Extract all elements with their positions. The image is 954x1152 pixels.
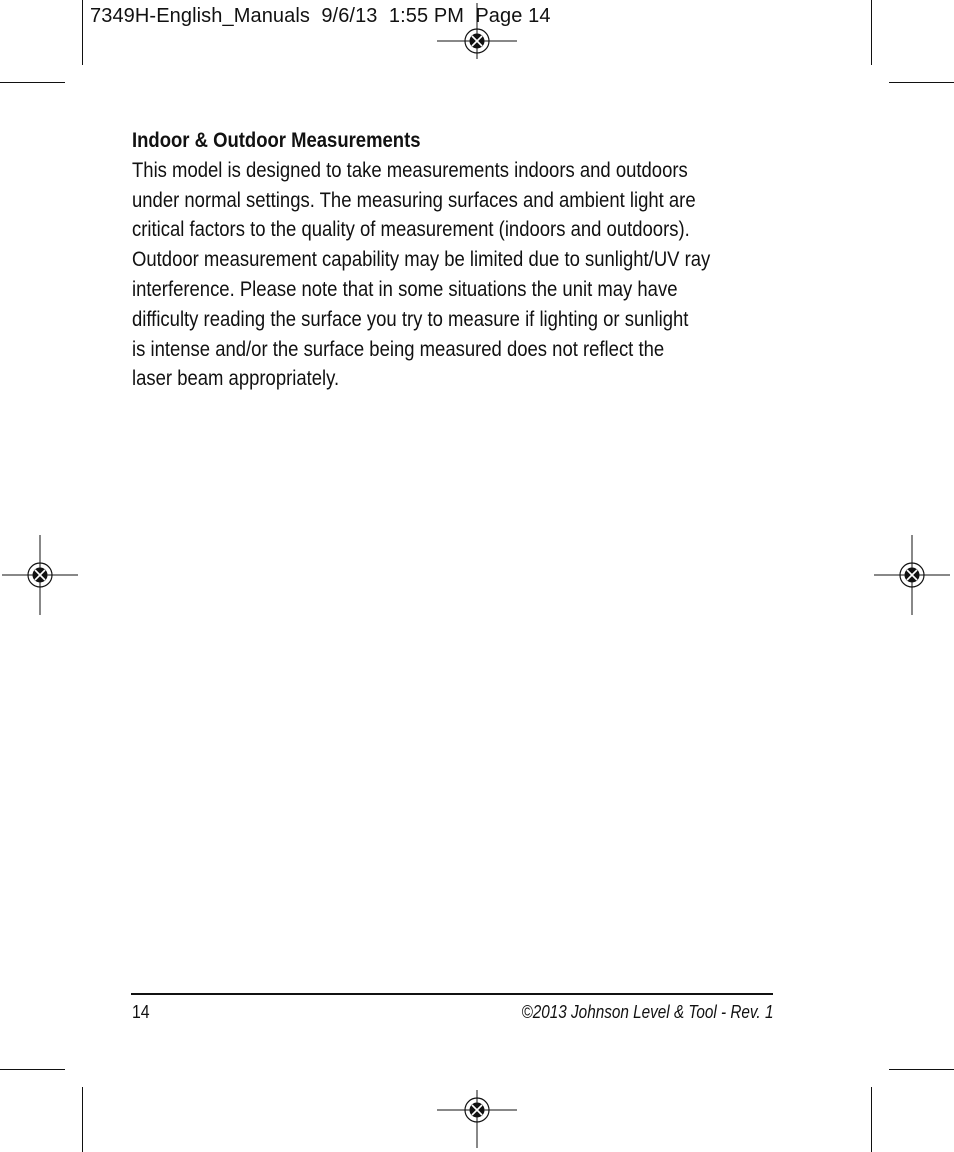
registration-mark-icon [437, 1, 517, 81]
crop-mark-icon [889, 1069, 954, 1070]
section-indoor-outdoor [132, 126, 713, 394]
registration-mark-icon [0, 535, 80, 615]
body-line: critical factors to the quality of measurement (indoors and outdoors). [132, 218, 690, 242]
crop-mark-icon [889, 82, 954, 83]
crop-mark-icon [82, 1087, 83, 1152]
section-heading: Indoor & Outdoor Measurements [132, 129, 421, 152]
body-line: interference. Please note that in some situations the unit may have [132, 277, 678, 301]
body-line: is intense and/or the surface being measured does not reflect the [132, 337, 665, 361]
body-line: Outdoor measurement capability may be limited due to sunlight/UV ray [132, 248, 711, 272]
crop-mark-icon [0, 82, 65, 83]
registration-mark-icon [872, 535, 952, 615]
crop-mark-icon [0, 1069, 65, 1070]
print-slug: 7349H-English_Manuals 9/6/13 1:55 PM Page 14 [90, 5, 551, 27]
crop-mark-icon [82, 0, 83, 65]
body-line: under normal settings. The measuring surfaces and ambient light are [132, 188, 696, 212]
body-line: laser beam appropriately. [132, 367, 340, 391]
copyright-notice: ©2013 Johnson Level & Tool - Rev. 1 [521, 1002, 773, 1022]
body-line: difficulty reading the surface you try to measure if lighting or sunlight [132, 307, 689, 331]
registration-mark-icon [437, 1070, 517, 1150]
page-number: 14 [132, 1002, 150, 1022]
crop-mark-icon [871, 0, 872, 65]
body-line: This model is designed to take measurements indoors and outdoors [132, 158, 688, 182]
section-body [132, 156, 713, 394]
footer-rule [131, 993, 773, 995]
crop-mark-icon [871, 1087, 872, 1152]
